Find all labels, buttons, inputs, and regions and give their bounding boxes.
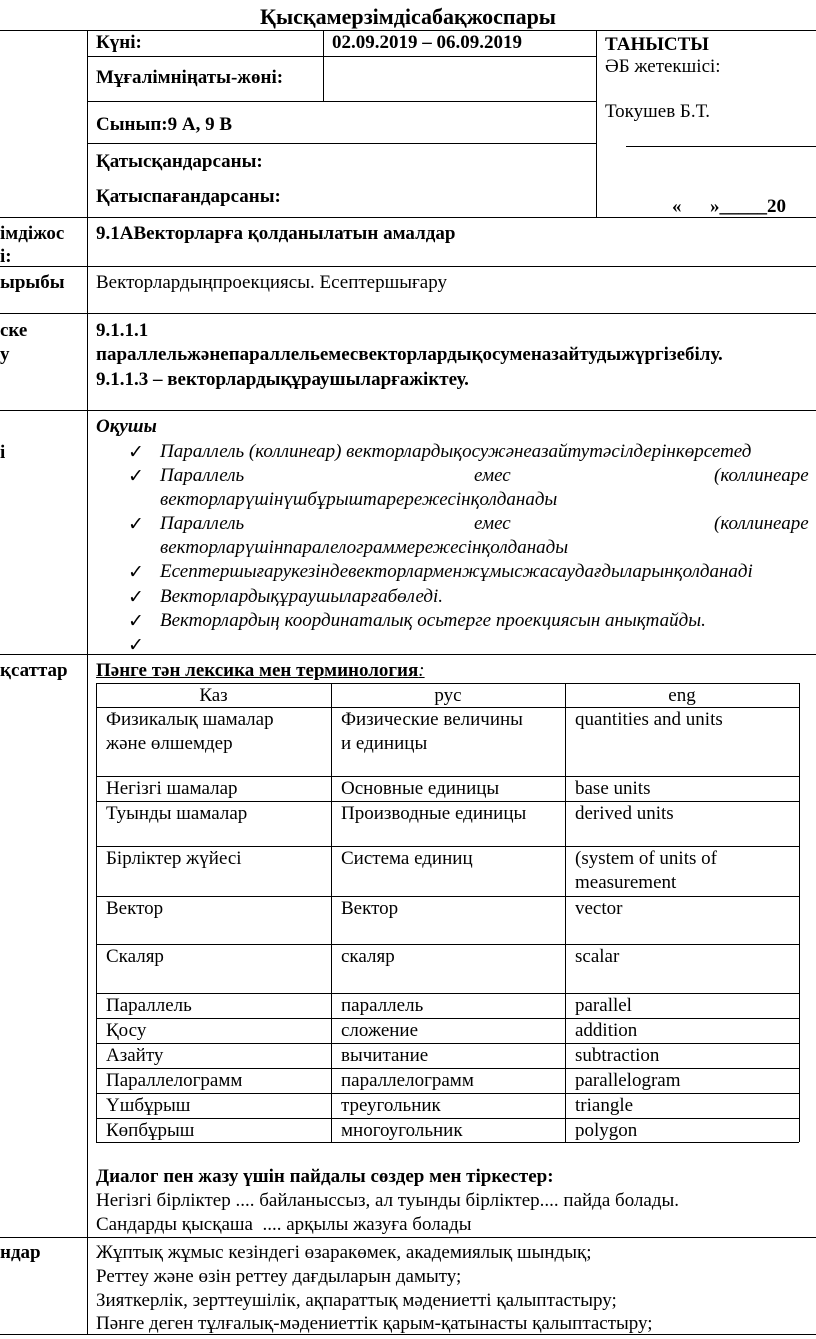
table-cell: Физические величины и единицы — [341, 709, 523, 754]
frame-line — [0, 266, 816, 267]
table-cell: Вектор — [341, 898, 399, 919]
values-line: Жұптық жұмыс кезіндегі өзаракөмек, академиялық шындық; — [96, 1242, 592, 1263]
lexicon-colon: : — [418, 660, 425, 681]
table-gridline — [96, 993, 799, 994]
table-cell: (system of units of measurement — [575, 848, 717, 893]
check-icon: ✓ — [128, 611, 144, 632]
table-cell: треугольник — [341, 1095, 441, 1116]
frame-line — [0, 654, 816, 655]
criteria-item: векторларүшінпаралелограммережесінқолданады — [160, 537, 569, 558]
table-cell: derived units — [575, 803, 674, 824]
section-label: і: — [0, 246, 12, 267]
frame-line — [0, 410, 816, 411]
table-cell: Скаляр — [106, 946, 164, 967]
table-cell: Бірліктер жүйесі — [106, 848, 242, 869]
check-icon: ✓ — [128, 587, 144, 608]
dialog-line: Сандарды қысқаша .... арқылы жазуға болады — [96, 1214, 472, 1235]
frame-line — [87, 101, 596, 102]
signature-line — [626, 146, 816, 147]
table-cell: Үшбұрыш — [106, 1095, 191, 1116]
table-gridline — [96, 1043, 799, 1044]
table-cell: вычитание — [341, 1045, 429, 1066]
objectives-line: 9.1.1.3 – векторлардықұраушыларғажіктеу. — [96, 369, 469, 390]
approval-name: Токушев Б.Т. — [605, 101, 711, 122]
values-line: Зияткерлік, зерттеушілік, ақпараттық мәдениетті қалыптастыру; — [96, 1290, 617, 1311]
criteria-item: Векторлардықұраушыларғабөледі. — [160, 586, 444, 607]
approval-title: ТАНЫСТЫ — [605, 34, 709, 55]
table-gridline — [331, 683, 332, 1142]
criteria-item: емес — [474, 513, 511, 534]
criteria-item: векторларүшінүшбұрыштарережесінқолданады — [160, 489, 558, 510]
criteria-item: Параллель (коллинеар) векторлардықосужәнеазайтутәсілдерінкөрсетед — [160, 441, 752, 462]
table-cell: Туынды шамалар — [106, 803, 248, 824]
table-cell: vector — [575, 898, 623, 919]
objectives-label: у — [0, 344, 10, 365]
absent-label: Қатыспағандарсаны: — [96, 186, 281, 207]
dialog-line: Негізгі бірліктер .... байланыссыз, ал туынды бірліктер.... пайда болады. — [96, 1190, 680, 1211]
lexicon-heading-text: Пәнге тән лексика мен терминология — [96, 660, 419, 681]
date-label: Күні: — [96, 32, 142, 53]
table-header-cell: рус — [434, 685, 462, 706]
table-cell: параллель — [341, 995, 424, 1016]
objectives-label: ске — [0, 320, 28, 341]
table-cell: Система единиц — [341, 848, 473, 869]
table-cell: quantities and units — [575, 709, 723, 730]
table-cell: Параллелограмм — [106, 1070, 243, 1091]
frame-line — [323, 30, 324, 102]
frame-line — [0, 1237, 816, 1238]
frame-line — [87, 143, 596, 144]
criteria-item: (коллинеарe — [714, 465, 809, 486]
objectives-line: параллельжәнепараллельемесвекторлардықосуменазайтудыжүргізебілу. — [96, 344, 723, 365]
table-cell: Негізгі шамалар — [106, 778, 238, 799]
criteria-item: Есептершығарукезіндевекторларменжұмысжасаудағдыларынқолданаді — [160, 561, 753, 582]
table-cell: Параллель — [106, 995, 192, 1016]
values-label: ндар — [0, 1242, 41, 1263]
table-cell: parallelogram — [575, 1070, 681, 1091]
table-cell: скаляр — [341, 946, 395, 967]
check-icon: ✓ — [128, 514, 144, 535]
table-cell: параллелограмм — [341, 1070, 474, 1091]
table-cell: subtraction — [575, 1045, 660, 1066]
page-title: Қысқамерзімдісабақжоспары — [260, 4, 556, 29]
objectives-line: 9.1.1.1 — [96, 320, 149, 341]
criteria-item: (коллинеарe — [714, 513, 809, 534]
table-cell: многоугольник — [341, 1120, 463, 1141]
check-icon: ✓ — [128, 562, 144, 583]
class-label: Сынып:9 А, 9 В — [96, 114, 233, 135]
table-cell: Вектор — [106, 898, 164, 919]
topic-value: Векторлардыңпроекциясы. Есептершығару — [96, 272, 447, 293]
frame-line — [87, 30, 88, 1335]
table-cell: base units — [575, 778, 651, 799]
table-cell: сложение — [341, 1020, 419, 1041]
values-line: Пәнге деген тұлғалық-мәдениеттік қарым-қатынасты қалыптастыру; — [96, 1313, 653, 1334]
lexicon-heading — [96, 660, 425, 682]
table-gridline — [799, 683, 800, 1142]
table-cell: polygon — [575, 1120, 638, 1141]
present-label: Қатысқандарсаны: — [96, 151, 263, 172]
pupils-heading: Оқушы — [96, 416, 157, 437]
table-gridline — [565, 683, 566, 1142]
table-gridline — [96, 896, 799, 897]
language-label: қсаттар — [0, 660, 68, 681]
values-line: Реттеу және өзін реттеу дағдыларын дамыту; — [96, 1266, 462, 1287]
frame-line — [0, 30, 816, 31]
table-cell: Қосу — [106, 1020, 147, 1041]
frame-line — [596, 30, 597, 217]
table-cell: Производные единицы — [341, 803, 527, 824]
check-icon: ✓ — [128, 442, 144, 463]
criteria-item: Параллель — [160, 465, 245, 486]
table-cell: Азайту — [106, 1045, 164, 1066]
table-gridline — [96, 683, 97, 1142]
table-cell: Физикалық шамалар және өлшемдер — [106, 709, 274, 754]
criteria-item: Параллель — [160, 513, 245, 534]
table-gridline — [96, 944, 799, 945]
table-cell: triangle — [575, 1095, 634, 1116]
table-cell: Көпбұрыш — [106, 1120, 195, 1141]
approval-date: « »_____20 — [672, 196, 786, 217]
frame-line — [87, 56, 596, 57]
table-cell: addition — [575, 1020, 638, 1041]
table-cell: parallel — [575, 995, 632, 1016]
table-header-cell: eng — [668, 685, 696, 706]
check-icon: ✓ — [128, 466, 144, 487]
criteria-item: Векторлардың координаталық осьтерге проекциясын анықтайды. — [160, 610, 706, 631]
date-value: 02.09.2019 – 06.09.2019 — [332, 32, 522, 53]
criteria-item: емес — [474, 465, 511, 486]
table-cell: Основные единицы — [341, 778, 500, 799]
table-gridline — [96, 1093, 799, 1094]
approval-role: ӘБ жетекшісі: — [605, 56, 721, 77]
table-gridline — [96, 1018, 799, 1019]
table-header-cell: Каз — [199, 685, 228, 706]
criteria-label: і — [0, 442, 6, 463]
table-cell: scalar — [575, 946, 620, 967]
teacher-label: Мұғалімніңаты-жөні: — [96, 67, 284, 88]
section-value: 9.1АВекторларға қолданылатын амалдар — [96, 223, 456, 244]
frame-line — [0, 313, 816, 314]
dialog-heading: Диалог пен жазу үшін пайдалы сөздер мен тіркестер: — [96, 1166, 554, 1187]
section-label: імдіжос — [0, 223, 65, 244]
check-icon: ✓ — [128, 635, 144, 656]
topic-label: ырыбы — [0, 272, 65, 293]
